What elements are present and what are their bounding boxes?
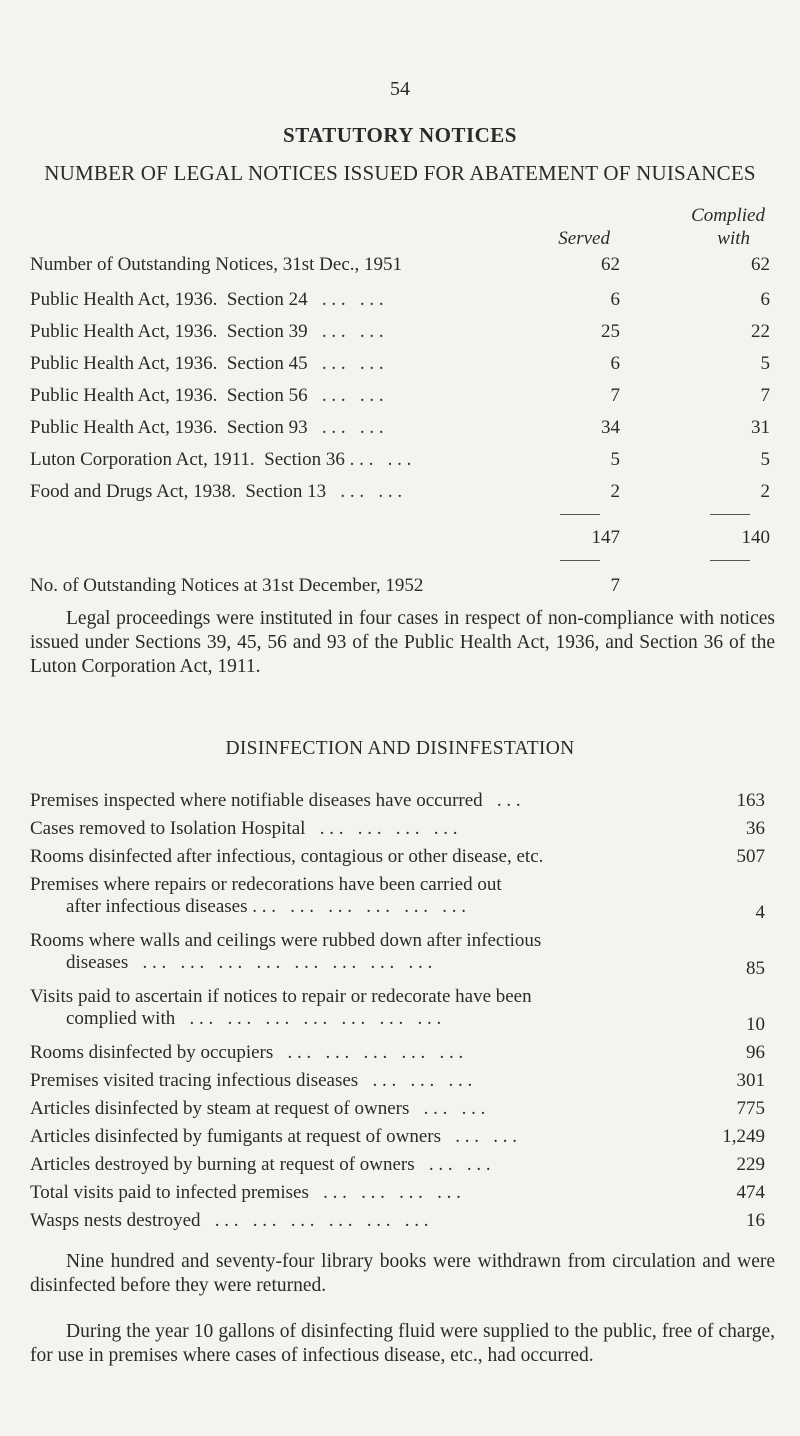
item-label: Premises where repairs or redecorations have been carried out <box>30 874 502 895</box>
item-label: Cases removed to Isolation Hospital . . . . . . . . . . . . <box>30 818 458 839</box>
item-label: Rooms disinfected by occupiers . . . . . . . . . . . . . . . <box>30 1042 464 1063</box>
disinfection-heading: DISINFECTION AND DISINFESTATION <box>225 738 575 759</box>
item-value: 96 <box>746 1042 765 1063</box>
item-value: 10 <box>746 1014 765 1035</box>
item-label: Articles destroyed by burning at request of owners . . . . . . <box>30 1154 491 1175</box>
served-header: Served <box>558 228 610 249</box>
total-served: 147 <box>591 527 620 548</box>
list-item <box>30 1126 775 1148</box>
complied-value: 31 <box>751 417 770 438</box>
list-item <box>30 874 775 923</box>
item-value: 229 <box>736 1154 765 1175</box>
row-label: Public Health Act, 1936. Section 93 . . . . . . <box>30 417 384 438</box>
list-item <box>30 790 775 812</box>
list-item <box>30 818 775 840</box>
item-label: Premises visited tracing infectious diseases . . . . . . . . . <box>30 1070 473 1091</box>
row-label: No. of Outstanding Notices at 31st December, 1952 <box>30 575 424 596</box>
list-item <box>30 1098 775 1120</box>
list-item <box>30 1042 775 1064</box>
fluid-text: During the year 10 gallons of disinfecting fluid were supplied to the public, free of charge, for use in premises where cases of infectious disease, etc., had occurred. <box>30 1321 775 1366</box>
legal-proceedings-text: Legal proceedings were instituted in four cases in respect of non-compliance with notices issued under Sections 39, 45, 56 and 93 of the Public Health Act, 1936, and Section 36 of the Luton Corporation Act, 1911. <box>30 608 775 677</box>
row-label: Food and Drugs Act, 1938. Section 13 . . . . . . <box>30 481 403 502</box>
list-item <box>30 986 775 1035</box>
item-label: Wasps nests destroyed . . . . . . . . . . . . . . . . . . <box>30 1210 429 1231</box>
complied-value: 62 <box>751 254 770 275</box>
served-value: 2 <box>610 481 620 502</box>
served-value: 5 <box>610 449 620 470</box>
complied-value: 6 <box>760 289 770 310</box>
page-title: STATUTORY NOTICES <box>283 123 517 147</box>
page-number: 54 <box>390 78 410 100</box>
item-label: Total visits paid to infected premises . . . . . . . . . . . . <box>30 1182 461 1203</box>
row-label: Public Health Act, 1936. Section 56 . . . . . . <box>30 385 384 406</box>
row-label: Public Health Act, 1936. Section 45 . . . . . . <box>30 353 384 374</box>
item-label: Visits paid to ascertain if notices to repair or redecorate have been <box>30 986 532 1007</box>
served-value: 62 <box>601 254 620 275</box>
legal-proceedings-paragraph <box>30 607 775 679</box>
complied-header-line2: with <box>717 228 750 249</box>
served-value: 7 <box>610 385 620 406</box>
item-label: Rooms where walls and ceilings were rubbed down after infectious <box>30 930 542 951</box>
item-label: Rooms disinfected after infectious, contagious or other disease, etc. <box>30 846 544 867</box>
total-rule-complied <box>710 514 750 515</box>
item-label-cont: after infectious diseases . . . . . . . . . . . . . . . . . . <box>66 896 466 917</box>
served-value: 34 <box>601 417 620 438</box>
list-item <box>30 1154 775 1176</box>
total-underline-served <box>560 560 600 561</box>
total-rule-served <box>560 514 600 515</box>
item-value: 301 <box>736 1070 765 1091</box>
list-item <box>30 1210 775 1232</box>
list-item <box>30 846 775 868</box>
served-value: 6 <box>610 353 620 374</box>
complied-value: 7 <box>760 385 770 406</box>
item-value: 16 <box>746 1210 765 1231</box>
complied-header-line1: Complied <box>691 205 765 226</box>
complied-value: 2 <box>760 481 770 502</box>
item-value: 163 <box>736 790 765 811</box>
list-item <box>30 930 775 979</box>
item-label: Premises inspected where notifiable diseases have occurred . . . <box>30 790 521 811</box>
library-text: Nine hundred and seventy-four library books were withdrawn from circulation and were disinfected before they were returned. <box>30 1251 775 1296</box>
row-label: Public Health Act, 1936. Section 39 . . . . . . <box>30 321 384 342</box>
total-underline-complied <box>710 560 750 561</box>
served-value: 25 <box>601 321 620 342</box>
item-value: 474 <box>736 1182 765 1203</box>
item-value: 775 <box>736 1098 765 1119</box>
total-complied: 140 <box>741 527 770 548</box>
library-paragraph <box>30 1250 775 1298</box>
item-value: 1,249 <box>722 1126 765 1147</box>
complied-value: 5 <box>760 353 770 374</box>
fluid-paragraph <box>30 1320 775 1368</box>
item-label: Articles disinfected by steam at request of owners . . . . . . <box>30 1098 486 1119</box>
complied-value: 22 <box>751 321 770 342</box>
item-label-cont: complied with . . . . . . . . . . . . . . . . . . . . . <box>66 1008 442 1029</box>
list-item <box>30 1182 775 1204</box>
table-subtitle: NUMBER OF LEGAL NOTICES ISSUED FOR ABATEMENT OF NUISANCES <box>44 161 756 185</box>
item-label: Articles disinfected by fumigants at request of owners . . . . . . <box>30 1126 518 1147</box>
item-label-cont: diseases . . . . . . . . . . . . . . . . . . . . . . . . <box>66 952 433 973</box>
row-label: Public Health Act, 1936. Section 24 . . . . . . <box>30 289 384 310</box>
served-value: 6 <box>610 289 620 310</box>
list-item <box>30 1070 775 1092</box>
row-label: Luton Corporation Act, 1911. Section 36 . . . . . . <box>30 449 412 470</box>
item-value: 507 <box>736 846 765 867</box>
item-value: 36 <box>746 818 765 839</box>
row-label: Number of Outstanding Notices, 31st Dec., 1951 <box>30 254 403 275</box>
outstanding-end-value: 7 <box>610 575 620 596</box>
item-value: 85 <box>746 958 765 979</box>
item-value: 4 <box>755 902 765 923</box>
complied-value: 5 <box>760 449 770 470</box>
